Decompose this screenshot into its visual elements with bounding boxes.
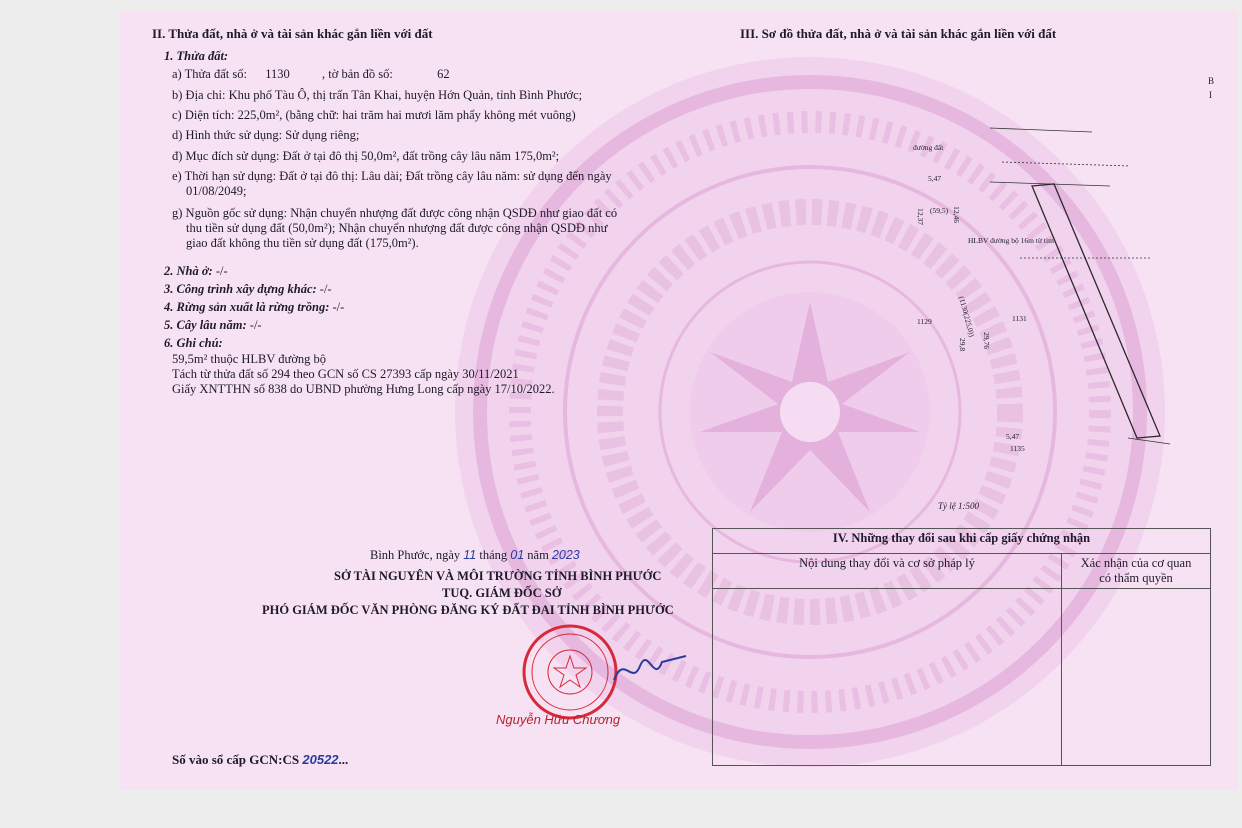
forest-line — [164, 300, 344, 315]
confirm-header-line1: Xác nhận của cơ quan — [1080, 556, 1192, 570]
parcel-sketch — [980, 122, 1220, 462]
forest-label: 4. Rừng sản xuất là rừng trồng: — [164, 300, 330, 314]
date-day: 11 — [463, 548, 477, 562]
signature-stroke — [610, 650, 690, 690]
construction-value: -/- — [316, 282, 332, 296]
official-seal — [520, 622, 620, 722]
construction-line — [164, 282, 332, 297]
section3-title: III. Sơ đồ thửa đất, nhà ở và tài sản khác gắn liền với đất — [740, 26, 1057, 41]
date-month-label: tháng — [476, 548, 511, 562]
section4-title: IV. Những thay đổi sau khi cấp giấy chứng nhận — [713, 529, 1211, 554]
west-parcel-label: 1129 — [917, 317, 932, 326]
left-mid-length: 29,8 — [958, 337, 968, 352]
forest-value: -/- — [329, 300, 345, 314]
map-number: 62 — [437, 67, 450, 81]
road-label: đường đất — [913, 143, 944, 152]
address-line: b) Địa chỉ: Khu phố Tàu Ô, thị trấn Tân Khai, huyện Hớn Quản, tỉnh Bình Phước; — [172, 88, 583, 102]
date-month: 01 — [510, 548, 525, 562]
changes-confirm-cell — [1062, 589, 1211, 766]
certificate-page — [120, 12, 1238, 790]
signing-date — [370, 548, 580, 563]
right-mid-length: 29,76 — [981, 332, 991, 349]
area-line: c) Diện tích: 225,0m², (bằng chữ: hai trăm hai mươi lăm phẩy không mét vuông) — [172, 108, 576, 122]
changes-table — [712, 528, 1211, 766]
map-label: , tờ bản đồ số: — [321, 67, 393, 81]
origin-line-2: thu tiền sử dụng đất (50,0m²); Nhận chuyển nhượng đất được công nhận QSDĐ như — [186, 221, 608, 235]
on-behalf-title: TUQ. GIÁM ĐỐC SỞ — [442, 586, 562, 600]
parcel-outline — [1032, 184, 1160, 438]
parcel-middle-label: (1130(225,0)) — [957, 295, 977, 338]
notes-heading: 6. Ghi chú: — [164, 336, 223, 350]
signer-position: PHÓ GIÁM ĐỐC VĂN PHÒNG ĐĂNG KÝ ĐẤT ĐAI TỈNH BÌNH PHƯỚC — [262, 603, 674, 617]
compass-letter-i: I — [1209, 90, 1212, 100]
compass-letter-b: B — [1208, 76, 1215, 86]
changes-content-cell — [713, 589, 1062, 766]
note-3: Giấy XNTTHN số 838 do UBND phường Hưng Long cấp ngày 17/10/2022. — [172, 382, 555, 396]
date-prefix: Bình Phước, ngày — [370, 548, 464, 562]
register-suffix: ... — [338, 752, 349, 767]
usage-form-line: d) Hình thức sử dụng: Sử dụng riêng; — [172, 128, 360, 142]
usage-term-line: e) Thời hạn sử dụng: Đất ở tại đô thị: Lâu dài; Đất trồng cây lâu năm: sử dụng đến ngày — [172, 169, 612, 183]
changes-col-confirm — [1062, 554, 1211, 589]
hlbv-area-label: (59,5) — [930, 206, 949, 215]
issuing-org: SỞ TÀI NGUYÊN VÀ MÔI TRƯỜNG TỈNH BÌNH PHƯỚC — [334, 569, 662, 583]
origin-line-1: g) Nguồn gốc sử dụng: Nhận chuyển nhượng đất được công nhận QSDĐ như giao đất có — [172, 206, 618, 220]
east-parcel-label: 1131 — [1012, 314, 1027, 323]
hlbv-label: HLBV đường bộ 16m từ tim — [968, 236, 1054, 245]
date-year-label: năm — [524, 548, 552, 562]
usage-purpose-line: đ) Mục đích sử dụng: Đất ở tại đô thị 50,0m², đất trồng cây lâu năm 175,0m²; — [172, 149, 560, 163]
trees-line — [164, 318, 262, 333]
changes-col-content: Nội dung thay đổi và cơ sở pháp lý — [713, 554, 1062, 589]
scale-label: Tỷ lệ 1:500 — [938, 501, 979, 511]
parcel-number: 1130 — [265, 67, 290, 81]
land-heading: 1. Thửa đất: — [164, 49, 229, 63]
house-line — [164, 264, 228, 279]
register-line — [172, 752, 348, 768]
register-label: Số vào sổ cấp GCN:CS — [172, 752, 300, 767]
house-value: -/- — [212, 264, 228, 278]
right-top-length: 12,46 — [951, 206, 961, 223]
bottom-edge-label: 5,47 — [1006, 432, 1020, 441]
date-year: 2023 — [551, 548, 580, 562]
left-top-length: 12,37 — [915, 208, 925, 225]
register-number: 20522 — [302, 752, 339, 767]
section2-title: II. Thửa đất, nhà ở và tài sản khác gắn liền với đất — [152, 26, 433, 41]
note-1: 59,5m² thuộc HLBV đường bộ — [172, 352, 327, 366]
usage-term-cont: 01/08/2049; — [186, 184, 247, 198]
parcel-label: a) Thửa đất số: — [172, 67, 247, 81]
parcel-line — [172, 67, 450, 82]
origin-line-3: giao đất không thu tiền sử dụng đất (175,0m²). — [186, 236, 419, 250]
construction-label: 3. Công trình xây dựng khác: — [164, 282, 317, 296]
trees-value: -/- — [246, 318, 262, 332]
top-edge-label: 5,47 — [928, 174, 942, 183]
trees-label: 5. Cây lâu năm: — [164, 318, 247, 332]
house-label: 2. Nhà ở: — [164, 264, 213, 278]
confirm-header-line2: có thẩm quyền — [1099, 571, 1173, 585]
signer-name: Nguyễn Hữu Chương — [496, 712, 621, 727]
south-parcel-label: 1135 — [1010, 444, 1025, 453]
note-2: Tách từ thửa đất số 294 theo GCN số CS 27393 cấp ngày 30/11/2021 — [172, 367, 519, 381]
